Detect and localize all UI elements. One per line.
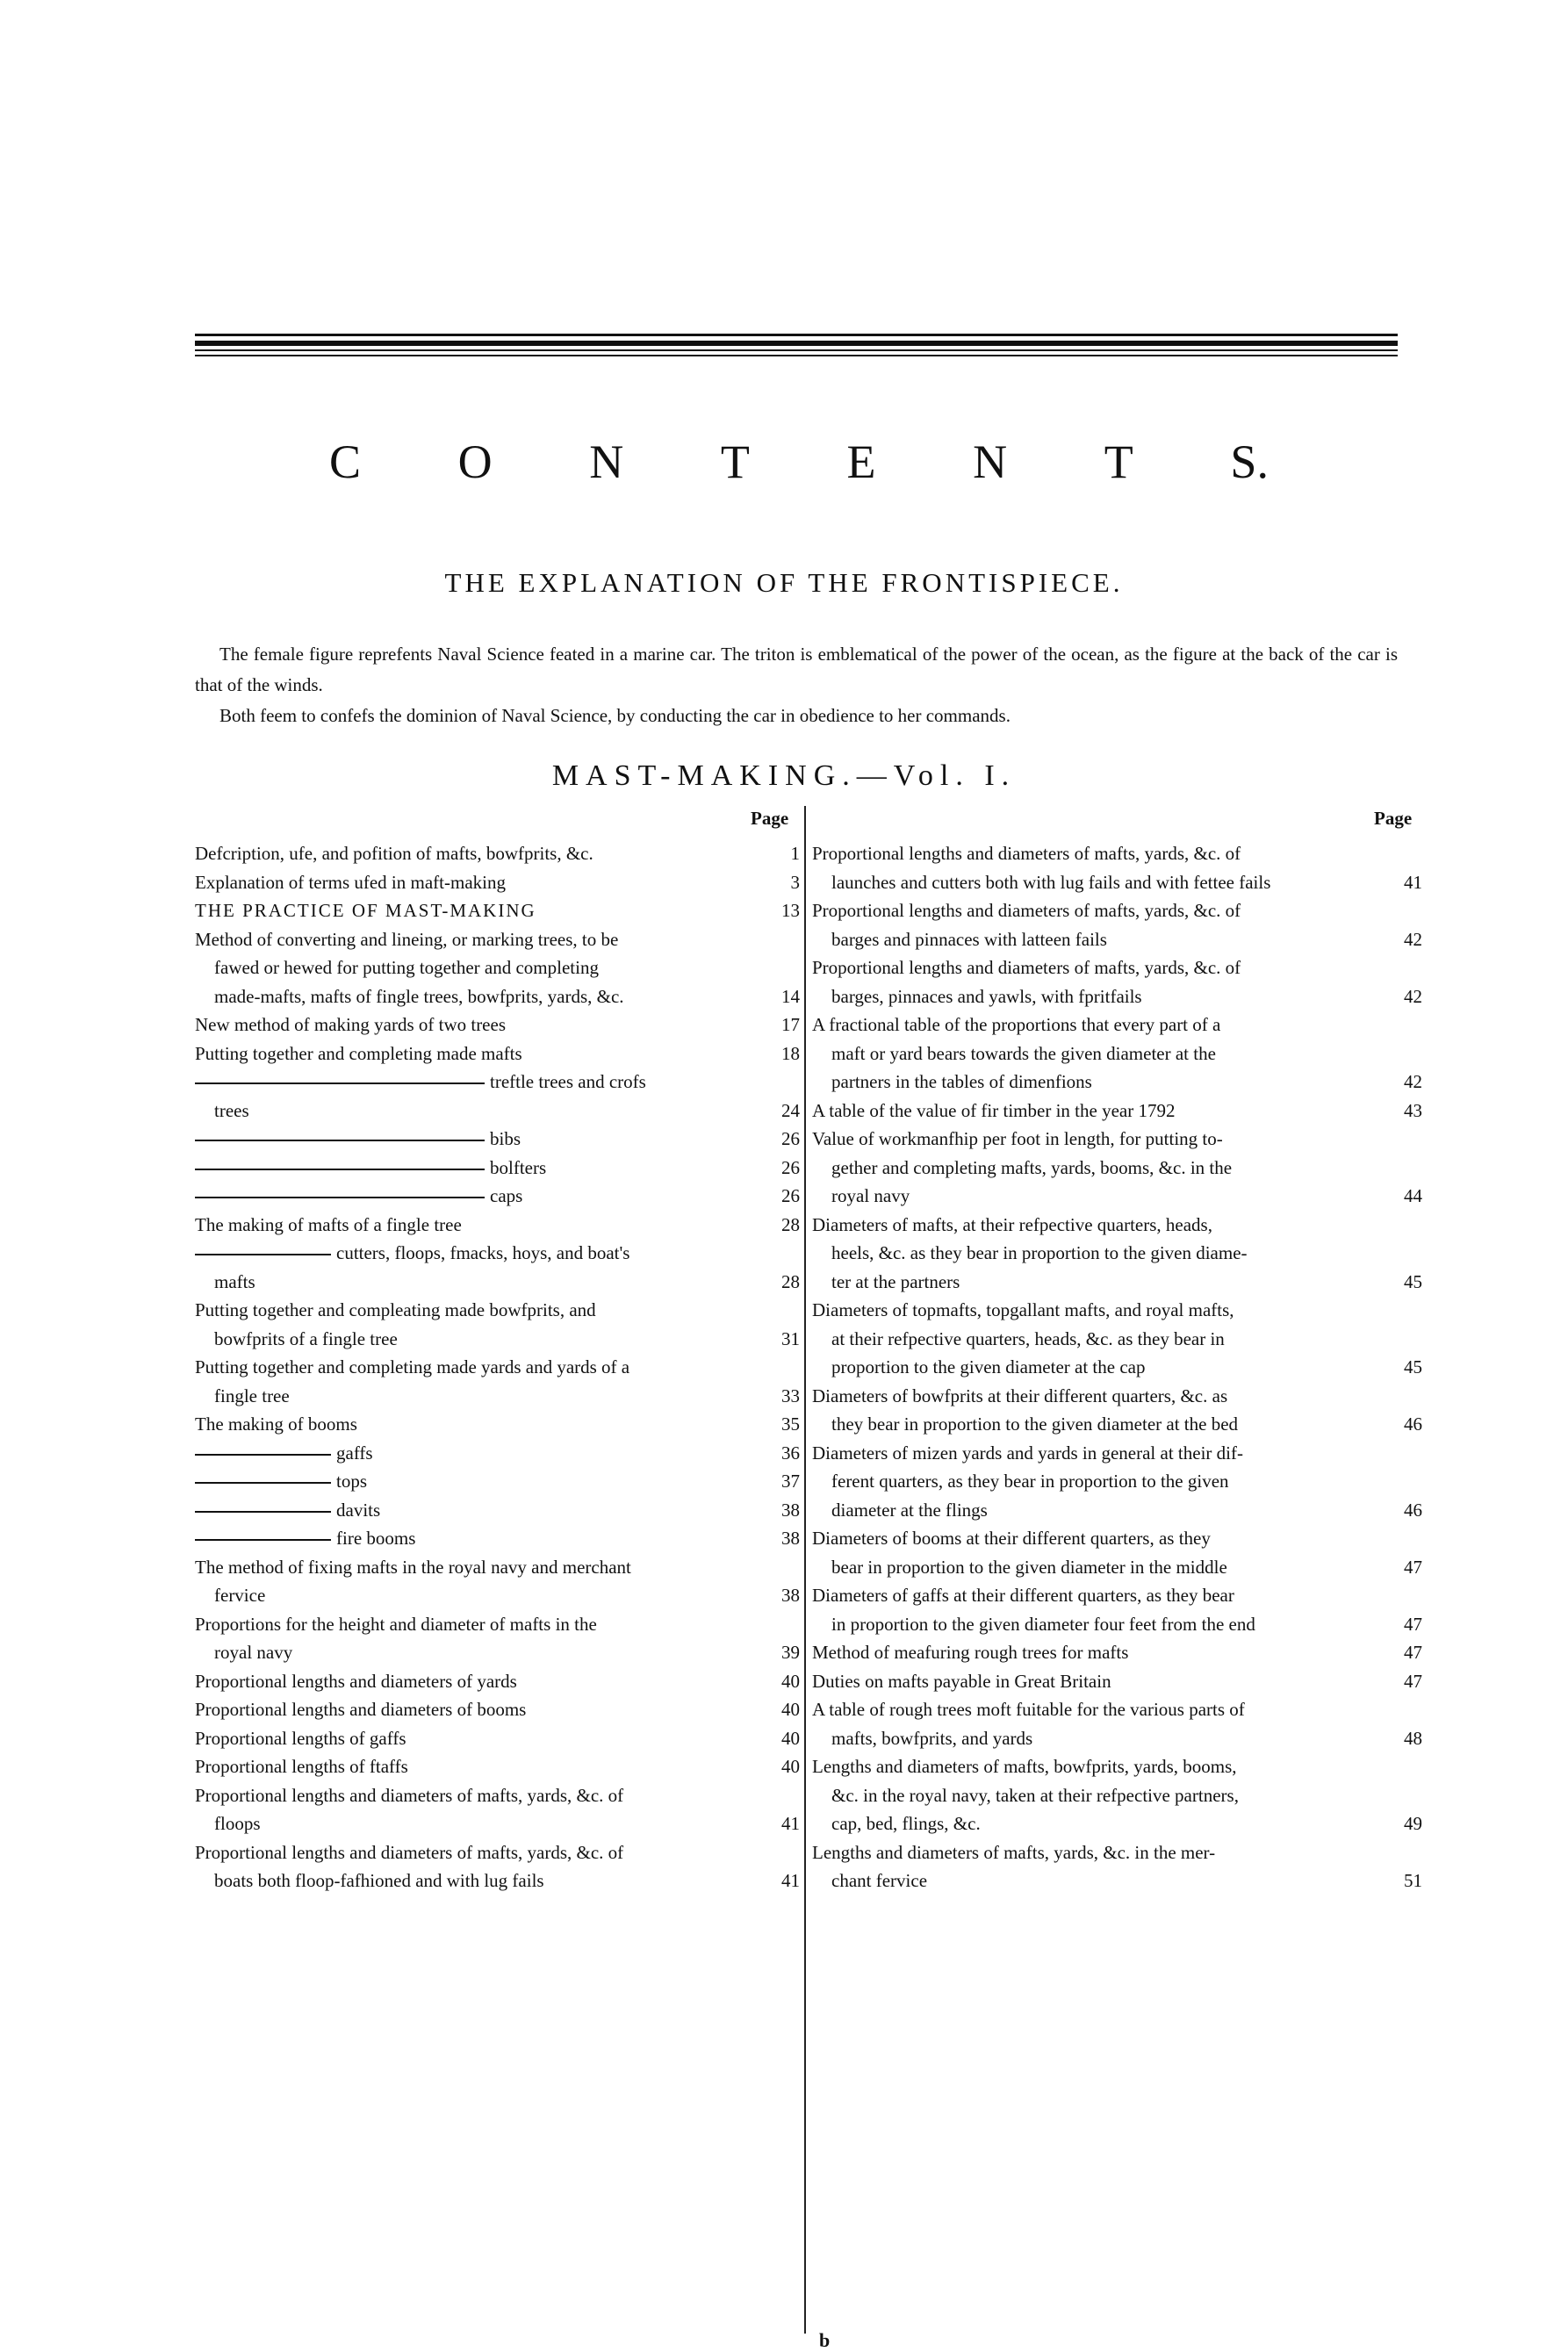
entry-title-line: barges and pinnaces with latteen fails [831,928,1107,950]
contents-entry [195,1068,805,1125]
contents-entry [812,1695,1422,1752]
entry-title-line: Proportional lengths of ftaffs [195,1756,408,1777]
entry-title-line: floops [214,1813,261,1834]
contents-entry [812,1838,1422,1895]
entry-title-line: maft or yard bears towards the given diameter at the [831,1042,1216,1064]
contents-letter: S. [1230,435,1269,488]
entry-title-line: New method of making yards of two trees [195,1014,506,1035]
contents-heading [329,435,1269,489]
entry-page-number: 36 [781,1442,800,1464]
ditto-dash [195,1197,485,1198]
contents-letter: O [457,435,493,488]
contents-entry [195,1781,805,1838]
contents-entry [195,896,805,925]
page-column-label-right: Page [1374,808,1413,829]
entry-title-line: cutters, floops, fmacks, hoys, and boat's [336,1242,630,1263]
entry-title-line: &c. in the royal navy, taken at their refpective partners, [831,1784,1239,1806]
entry-title-line: A table of the value of fir timber in the year 1792 [812,1099,1176,1121]
contents-entry [195,1039,805,1068]
entry-page-number: 40 [781,1727,800,1749]
contents-entry [812,953,1422,1011]
entry-title-line: Defcription, ufe, and pofition of mafts, bowfprits, &c. [195,843,593,864]
entry-title-line: caps [490,1185,523,1206]
entry-page-number: 51 [1404,1870,1422,1891]
contents-column-left [195,839,805,1895]
entry-title-line: bowfprits of a fingle tree [214,1327,398,1349]
contents-entry [195,1410,805,1439]
entry-title-line: Diameters of gaffs at their different quarters, as they bear [812,1585,1234,1606]
entry-title-line: Proportional lengths and diameters of booms [195,1699,527,1720]
entry-title-line: heels, &c. as they bear in proportion to the given diame- [831,1242,1248,1263]
ditto-dash [195,1454,331,1456]
entry-page-number: 41 [781,1813,800,1834]
ditto-dash [195,1482,331,1484]
entry-page-number: 40 [781,1756,800,1777]
entry-page-number: 44 [1404,1185,1422,1206]
entry-page-number: 38 [781,1528,800,1549]
entry-title-line: made-mafts, mafts of fingle trees, bowfprits, yards, &c. [214,985,624,1007]
contents-entry [812,1296,1422,1382]
entry-title-line: Proportional lengths and diameters of mafts, yards, &c. of [195,1784,624,1806]
contents-entry [812,1524,1422,1581]
entry-title-line: mafts [214,1270,255,1292]
top-rule-thick [195,341,1398,346]
entry-title-line: Proportional lengths and diameters of yards [195,1670,517,1692]
entry-title-line: royal navy [831,1185,910,1206]
entry-title-line: fawed or hewed for putting together and completing [214,957,599,978]
ditto-dash [195,1169,485,1170]
entry-title-line: Method of meafuring rough trees for mafts [812,1642,1129,1663]
contents-entry [195,1752,805,1781]
frontispiece-heading: THE EXPLANATION OF THE FRONTISPIECE. [444,567,1124,598]
entry-title-line: bolfters [490,1156,547,1178]
entry-page-number: 14 [781,985,800,1007]
entry-page-number: 26 [781,1156,800,1178]
entry-title-line: Proportional lengths and diameters of mafts, yards, &c. of [812,843,1241,864]
entry-title-line: THE PRACTICE OF MAST-MAKING [195,900,536,921]
entry-title-line: boats both floop-fafhioned and with lug fails [214,1870,544,1891]
entry-title-line: Proportional lengths and diameters of mafts, yards, &c. of [195,1841,624,1863]
contents-entry [195,1296,805,1353]
entry-title-line: A table of rough trees moft fuitable for the various parts of [812,1699,1245,1720]
ditto-dash [195,1539,331,1541]
entry-page-number: 46 [1404,1413,1422,1435]
entry-page-number: 28 [781,1270,800,1292]
entry-title-line: royal navy [214,1642,293,1663]
entry-title-line: bibs [490,1128,521,1149]
entry-title-line: Value of workmanfhip per foot in length, for putting to- [812,1128,1223,1149]
entry-title-line: proportion to the given diameter at the cap [831,1356,1146,1377]
contents-entry [195,1182,805,1211]
contents-column-right [812,839,1422,1895]
entry-title-line: barges, pinnaces and yawls, with fpritfails [831,985,1142,1007]
entry-title-line: davits [336,1499,381,1521]
contents-entry [195,1695,805,1724]
contents-entry [195,1667,805,1696]
entry-page-number: 1 [790,843,800,864]
contents-letter: E [846,435,876,488]
entry-title-line: in proportion to the given diameter four feet from the end [831,1613,1255,1635]
entry-page-number: 17 [781,1014,800,1035]
contents-entry [195,1496,805,1525]
entry-title-line: Putting together and compleating made bowfprits, and [195,1299,596,1320]
entry-title-line: mafts, bowfprits, and yards [831,1727,1033,1749]
contents-entry [195,1467,805,1496]
entry-title-line: The making of booms [195,1413,357,1435]
contents-entry [195,1239,805,1296]
contents-entry [812,1011,1422,1097]
entry-title-line: Proportional lengths and diameters of mafts, yards, &c. of [812,957,1241,978]
column-divider [804,806,806,2334]
entry-title-line: The method of fixing mafts in the royal navy and merchant [195,1556,631,1578]
contents-entry [195,1211,805,1240]
contents-entry [195,868,805,897]
entry-title-line: Diameters of mafts, at their refpective quarters, heads, [812,1213,1212,1235]
entry-title-line: cap, bed, flings, &c. [831,1813,981,1834]
contents-entry [812,1667,1422,1696]
ditto-dash [195,1140,485,1141]
entry-title-line: ferent quarters, as they bear in proportion to the given [831,1471,1229,1492]
entry-page-number: 41 [781,1870,800,1891]
entry-title-line: Putting together and completing made yards and yards of a [195,1356,630,1377]
contents-letter: N [973,435,1008,488]
contents-letter: N [589,435,624,488]
ditto-dash [195,1254,331,1255]
entry-page-number: 26 [781,1128,800,1149]
entry-page-number: 43 [1404,1099,1422,1121]
entry-title-line: launches and cutters both with lug fails and with fettee fails [831,871,1271,893]
entry-title-line: Diameters of bowfprits at their different quarters, &c. as [812,1385,1228,1406]
entry-page-number: 47 [1404,1556,1422,1578]
entry-page-number: 47 [1404,1613,1422,1635]
entry-title-line: ter at the partners [831,1270,960,1292]
entry-page-number: 28 [781,1213,800,1235]
entry-page-number: 47 [1404,1670,1422,1692]
entry-page-number: 47 [1404,1642,1422,1663]
ditto-dash [195,1511,331,1513]
signature-mark: b [819,2329,831,2351]
contents-entry [195,1610,805,1667]
section-heading: MAST-MAKING.—Vol. I. [551,759,1017,792]
top-rule-thin [195,334,1398,336]
entry-title-line: at their refpective quarters, heads, &c. as they bear in [831,1327,1225,1349]
entry-page-number: 45 [1404,1356,1422,1377]
entry-title-line: treftle trees and crofs [490,1071,646,1092]
contents-entry [812,1581,1422,1638]
entry-page-number: 42 [1404,928,1422,950]
entry-page-number: 37 [781,1471,800,1492]
entry-title-line: fingle tree [214,1385,290,1406]
contents-entry [812,1125,1422,1211]
entry-page-number: 40 [781,1699,800,1720]
contents-entry [195,1353,805,1410]
entry-page-number: 38 [781,1499,800,1521]
entry-page-number: 46 [1404,1499,1422,1521]
contents-letter: T [1104,435,1133,488]
contents-entry [812,1638,1422,1667]
explanation-paragraph: The female figure reprefents Naval Science feated in a marine car. The triton is emblematical of the power of the ocean, as the figure at the back of the car is that of the winds. [195,644,1398,695]
entry-title-line: trees [214,1099,249,1121]
entry-page-number: 45 [1404,1270,1422,1292]
contents-entry [195,1724,805,1753]
explanation-paragraph: Both feem to confefs the dominion of Naval Science, by conducting the car in obedience to her commands. [219,705,1011,726]
entry-title-line: Duties on mafts payable in Great Britain [812,1670,1111,1692]
entry-title-line: gaffs [336,1442,373,1464]
entry-title-line: Proportional lengths of gaffs [195,1727,406,1749]
contents-entry [812,896,1422,953]
entry-page-number: 42 [1404,985,1422,1007]
entry-title-line: Explanation of terms ufed in maft-making [195,871,506,893]
entry-page-number: 33 [781,1385,800,1406]
contents-entry [812,1382,1422,1439]
entry-page-number: 31 [781,1327,800,1349]
entry-page-number: 39 [781,1642,800,1663]
contents-entry [195,1838,805,1895]
entry-title-line: chant fervice [831,1870,928,1891]
entry-page-number: 38 [781,1585,800,1606]
entry-page-number: 26 [781,1185,800,1206]
entry-page-number: 24 [781,1099,800,1121]
entry-page-number: 3 [790,871,800,893]
entry-page-number: 40 [781,1670,800,1692]
entry-page-number: 35 [781,1413,800,1435]
contents-entry [812,839,1422,896]
entry-title-line: tops [336,1471,368,1492]
entry-page-number: 48 [1404,1727,1422,1749]
contents-entry [195,1125,805,1154]
entry-page-number: 41 [1404,871,1422,893]
contents-entry [812,1097,1422,1126]
entry-title-line: Diameters of booms at their different quarters, as they [812,1528,1211,1549]
entry-title-line: A fractional table of the proportions that every part of a [812,1014,1221,1035]
entry-title-line: bear in proportion to the given diameter in the middle [831,1556,1227,1578]
entry-title-line: Method of converting and lineing, or marking trees, to be [195,928,619,950]
contents-entry [195,925,805,1011]
contents-entry [195,1439,805,1468]
contents-entry [195,1154,805,1183]
entry-title-line: Lengths and diameters of mafts, yards, &c. in the mer- [812,1841,1216,1863]
entry-title-line: Proportions for the height and diameter of mafts in the [195,1613,597,1635]
frontispiece-explanation [195,639,1398,731]
entry-title-line: Diameters of topmafts, topgallant mafts, and royal mafts, [812,1299,1234,1320]
entry-page-number: 49 [1404,1813,1422,1834]
contents-entry [195,1553,805,1610]
ditto-dash [195,1082,485,1084]
entry-title-line: fire booms [336,1528,416,1549]
entry-page-number: 42 [1404,1071,1422,1092]
contents-entry [812,1211,1422,1297]
contents-entry [812,1752,1422,1838]
top-rule-thin-2 [195,349,1398,351]
entry-title-line: they bear in proportion to the given diameter at the bed [831,1413,1239,1435]
contents-entry [195,1011,805,1039]
contents-letter: T [720,435,750,488]
contents-entry [195,839,805,868]
entry-title-line: partners in the tables of dimenfions [831,1071,1092,1092]
contents-letter: C [329,435,362,488]
entry-page-number: 13 [781,900,800,921]
entry-title-line: fervice [214,1585,266,1606]
entry-page-number: 18 [781,1042,800,1064]
entry-title-line: gether and completing mafts, yards, booms, &c. in the [831,1156,1233,1178]
entry-title-line: Lengths and diameters of mafts, bowfprits, yards, booms, [812,1756,1237,1777]
contents-entry [812,1439,1422,1525]
entry-title-line: The making of mafts of a fingle tree [195,1213,462,1235]
page-column-label-left: Page [751,808,789,829]
entry-title-line: Diameters of mizen yards and yards in general at their dif- [812,1442,1243,1464]
contents-entry [195,1524,805,1553]
entry-title-line: Proportional lengths and diameters of mafts, yards, &c. of [812,900,1241,921]
top-rule-thin-3 [195,355,1398,356]
entry-title-line: Putting together and completing made mafts [195,1042,522,1064]
entry-title-line: diameter at the flings [831,1499,988,1521]
